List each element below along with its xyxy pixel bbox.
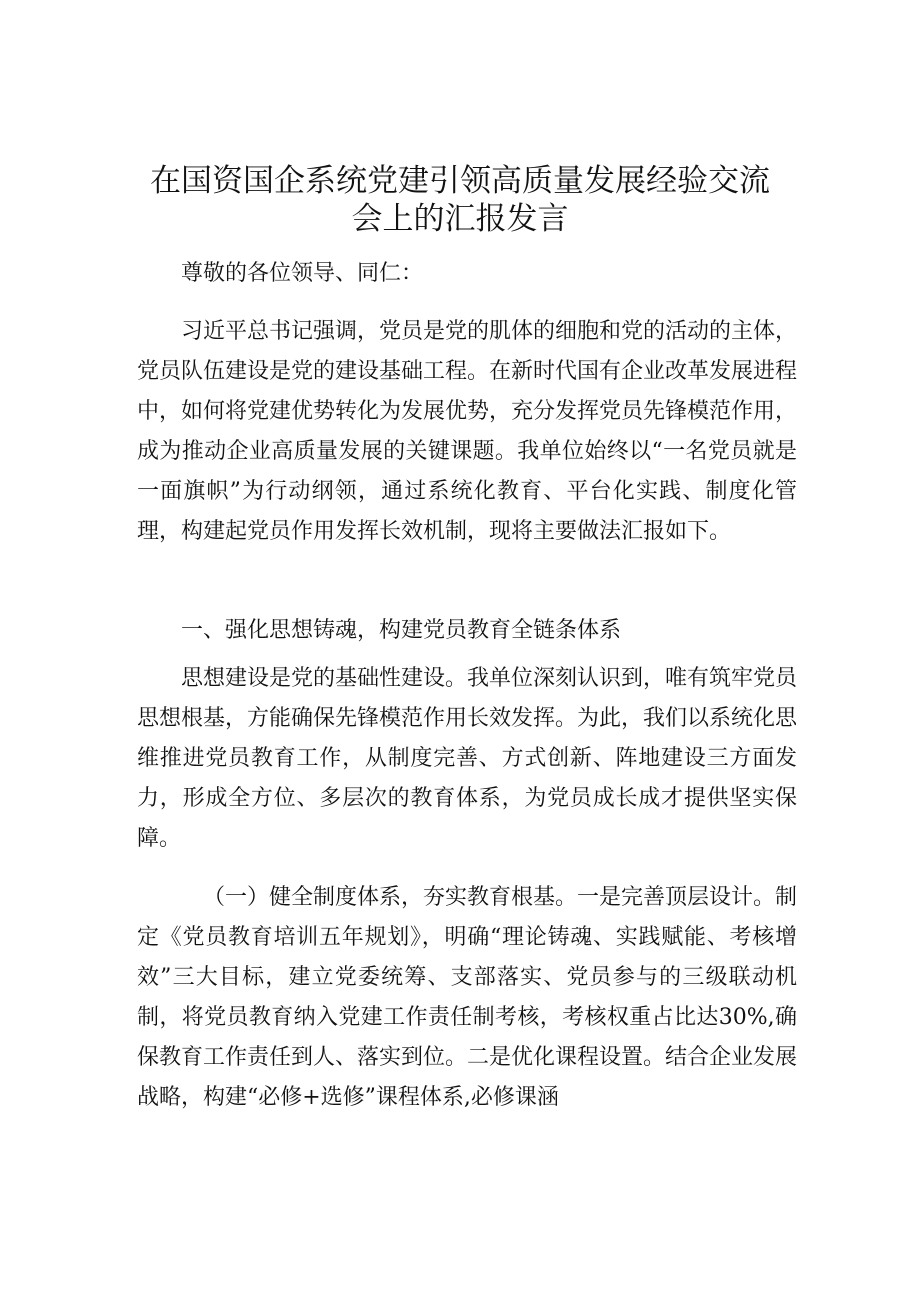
title-line-2: 会上的汇报发言 [351, 201, 569, 237]
subsection-1-paragraph: （一）健全制度体系，夯实教育根基。一是完善顶层设计。制定《党员教育培训五年规划》，明确“理论铸魂、实践赋能、考核增效”三大目标，建立党委统筹、支部落实、党员参与的三级联动机制，将党员教育纳入党建工作责任制考核，考核权重占比达30%,确保教育工作责任到人、落实到位。二是优化课程设置。结合企业发展战略，构建“必修+选修”课程体系,必修课涵 [137, 885, 798, 1110]
salutation: 尊敬的各位领导、同仁： [181, 261, 424, 286]
title-line-1: 在国资国企系统党建引领高质量发展经验交流 [150, 163, 770, 199]
section-1-heading: 一、强化思想铸魂，构建党员教育全链条体系 [181, 618, 622, 643]
intro-paragraph: 习近平总书记强调，党员是党的肌体的细胞和党的活动的主体，党员队伍建设是党的建设基础工程。在新时代国有企业改革发展进程中，如何将党建优势转化为发展优势，充分发挥党员先锋模范作用，成为推动企业高质量发展的关键课题。我单位始终以“一名党员就是一面旗帜”为行动纲领，通过系统化教育、平台化实践、制度化管理，构建起党员作用发挥长效机制，现将主要做法汇报如下。 [137, 319, 798, 544]
document-title [120, 162, 800, 238]
section-1-paragraph: 思想建设是党的基础性建设。我单位深刻认识到，唯有筑牢党员思想根基，方能确保先锋模范作用长效发挥。为此，我们以系统化思维推进党员教育工作，从制度完善、方式创新、阵地建设三方面发力，形成全方位、多层次的教育体系，为党员成长成才提供坚实保障。 [137, 666, 798, 851]
